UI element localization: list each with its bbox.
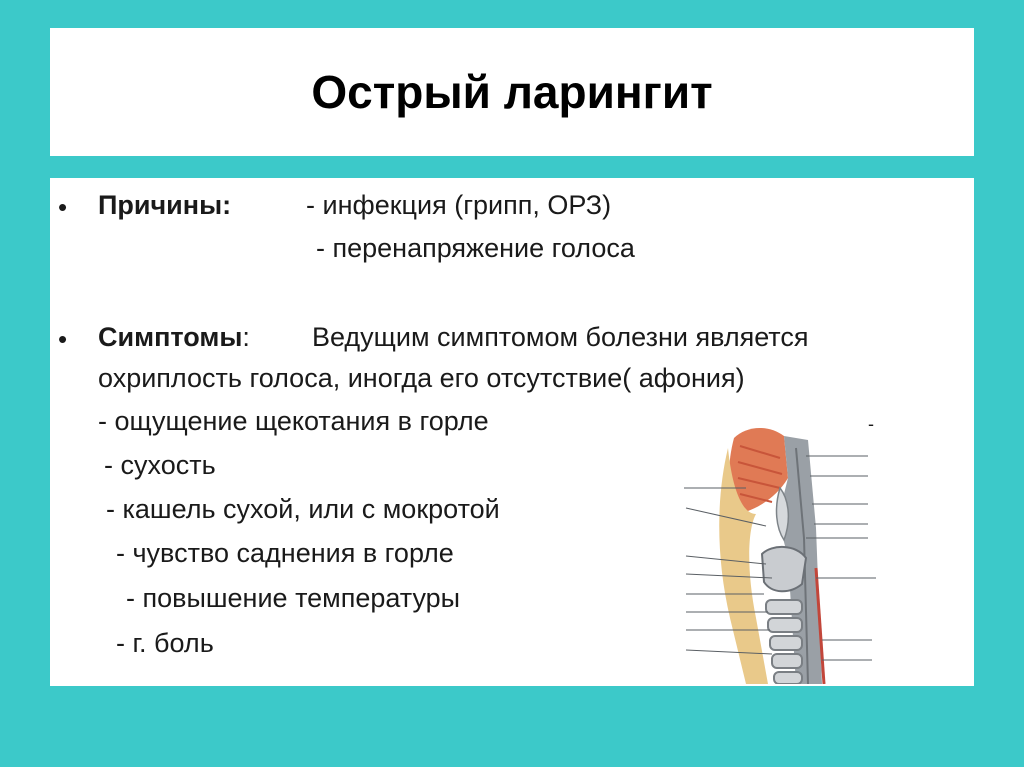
symptom-item-tickling: - ощущение щекотания в горле (98, 406, 489, 436)
bullet-causes: • (58, 192, 68, 222)
trachea (766, 600, 802, 684)
stray-dash: - (868, 414, 874, 434)
symptom-item-cough: - кашель сухой, или с мокротой (106, 494, 500, 524)
causes-item-infection: - инфекция (грипп, ОРЗ) (306, 190, 612, 220)
symptoms-label: Симптомы (98, 322, 243, 352)
larynx-anatomy-diagram (676, 418, 886, 684)
symptom-item-pain: - г. боль (116, 628, 214, 658)
symptoms-heading (98, 322, 250, 353)
causes-label: Причины: (98, 190, 232, 220)
slide-title: Острый ларингит (311, 66, 713, 118)
causes-item-voice-strain: - перенапряжение голоса (316, 233, 635, 263)
title-panel (50, 28, 974, 156)
larynx-cartilage (762, 547, 806, 591)
symptoms-intro-line1: Ведущим симптомом болезни является (312, 322, 809, 352)
symptom-item-dryness: - сухость (104, 450, 216, 480)
bullet-symptoms: • (58, 324, 68, 354)
symptoms-colon: : (242, 322, 250, 352)
symptom-item-fever: - повышение температуры (126, 583, 461, 613)
symptoms-intro-line2: охриплость голоса, иногда его отсутствие( афония) (98, 363, 745, 393)
symptom-item-rawness: - чувство саднения в горле (116, 538, 454, 568)
